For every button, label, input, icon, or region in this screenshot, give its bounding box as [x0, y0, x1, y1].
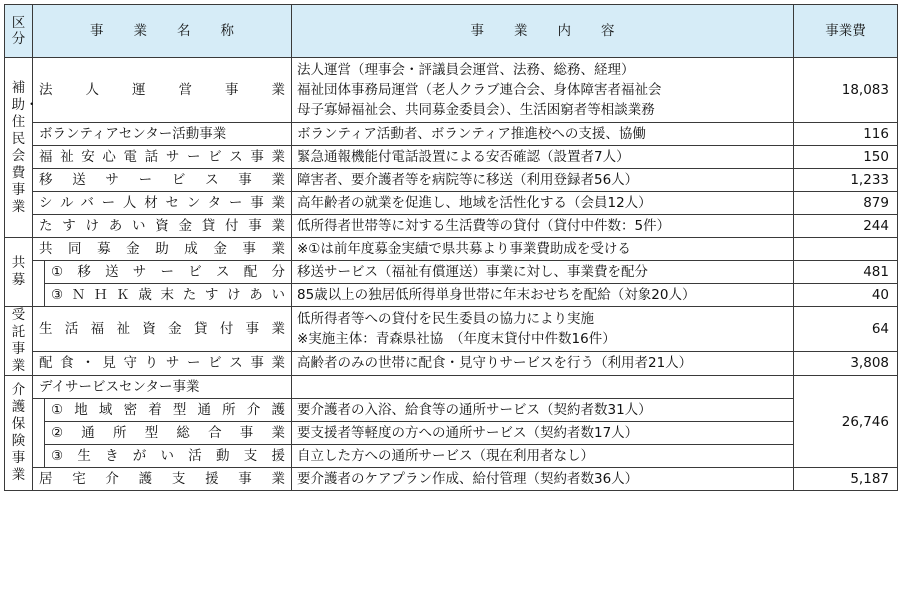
row-content: 要支援者等軽度の方への通所サービス（契約者数17人）	[292, 422, 794, 445]
header-content: 事業内容	[292, 5, 794, 58]
row-content: 低所得者等への貸付を民生委員の協力により実施 ※実施主体：青森県社協 （年度末貸付中件数16件）	[292, 307, 794, 352]
row-name: ③ＮＨＫ歳末たすけあい	[45, 284, 292, 307]
table-row	[5, 58, 898, 123]
row-cost: 879	[794, 192, 898, 215]
category-cell: 共募	[5, 238, 33, 307]
row-name: ②通所型総合事業	[45, 422, 292, 445]
row-name: 共同募金助成金事業	[33, 238, 292, 261]
row-name: ①地域密着型通所介護	[45, 399, 292, 422]
row-content: 高年齢者の就業を促進し、地域を活性化する（会員12人）	[292, 192, 794, 215]
row-cost: 5,187	[794, 468, 898, 491]
category-cell: 介護保険事業	[5, 376, 33, 491]
row-content	[292, 376, 794, 399]
row-name: シルバー人材センター事業	[33, 192, 292, 215]
business-table	[4, 4, 898, 491]
table-row	[5, 284, 898, 307]
header-row	[5, 5, 898, 58]
indent-spacer	[33, 399, 45, 468]
table-row	[5, 376, 898, 399]
row-cost: 116	[794, 123, 898, 146]
indent-spacer	[33, 261, 45, 307]
table-row	[5, 445, 898, 468]
row-name: デイサービスセンター事業	[33, 376, 292, 399]
table-row	[5, 351, 898, 375]
row-cost: 40	[794, 284, 898, 307]
row-content: 要介護者の入浴、給食等の通所サービス（契約者数31人）	[292, 399, 794, 422]
category-cell: 受託事業	[5, 307, 33, 376]
table-row	[5, 215, 898, 238]
row-cost: 244	[794, 215, 898, 238]
table-row	[5, 192, 898, 215]
row-cost: 3,808	[794, 351, 898, 375]
table-row	[5, 261, 898, 284]
row-content: 高齢者のみの世帯に配食・見守りサービスを行う（利用者21人）	[292, 351, 794, 375]
row-name: 生活福祉資金貸付事業	[33, 307, 292, 352]
row-name: 移送サービス事業	[33, 169, 292, 192]
row-cost: 1,233	[794, 169, 898, 192]
row-content: 障害者、要介護者等を病院等に移送（利用登録者56人）	[292, 169, 794, 192]
business-table-container	[4, 4, 898, 491]
table-row	[5, 399, 898, 422]
category-cell: 補助・住民会費事業	[5, 58, 33, 238]
row-content: ボランティア活動者、ボランティア推進校への支援、協働	[292, 123, 794, 146]
row-cost: 64	[794, 307, 898, 352]
row-name: ③生きがい活動支援	[45, 445, 292, 468]
row-name: ①移送サービス配分	[45, 261, 292, 284]
table-row	[5, 146, 898, 169]
header-name: 事業名称	[33, 5, 292, 58]
row-cost: 18,083	[794, 58, 898, 123]
row-content: ※①は前年度募金実績で県共募より事業費助成を受ける	[292, 238, 794, 261]
table-row	[5, 307, 898, 352]
row-cost: 481	[794, 261, 898, 284]
row-content: 自立した方への通所サービス（現在利用者なし）	[292, 445, 794, 468]
row-name: 福祉安心電話サービス事業	[33, 146, 292, 169]
table-row	[5, 422, 898, 445]
row-name: たすけあい資金貸付事業	[33, 215, 292, 238]
table-row	[5, 238, 898, 261]
row-content: 85歳以上の独居低所得単身世帯に年末おせちを配給（対象20人）	[292, 284, 794, 307]
table-row	[5, 468, 898, 491]
row-name: 配食・見守りサービス事業	[33, 351, 292, 375]
row-content: 移送サービス（福祉有償運送）事業に対し、事業費を配分	[292, 261, 794, 284]
row-name: ボランティアセンター活動事業	[33, 123, 292, 146]
row-cost	[794, 238, 898, 261]
row-content: 要介護者のケアプラン作成、給付管理（契約者数36人）	[292, 468, 794, 491]
row-cost-merged: 26,746	[794, 376, 898, 468]
row-name: 法人運営事業	[33, 58, 292, 123]
table-row	[5, 123, 898, 146]
row-name: 居宅介護支援事業	[33, 468, 292, 491]
header-category: 区分	[5, 5, 33, 58]
row-cost: 150	[794, 146, 898, 169]
row-content: 低所得者世帯等に対する生活費等の貸付（貸付中件数：5件）	[292, 215, 794, 238]
table-row	[5, 169, 898, 192]
row-content: 法人運営（理事会・評議員会運営、法務、総務、経理） 福祉団体事務局運営（老人クラブ連合会、身体障害者福祉会 母子寡婦福祉会、共同募金委員会）、生活困窮者等相談業務	[292, 58, 794, 123]
row-content: 緊急通報機能付電話設置による安否確認（設置者7人）	[292, 146, 794, 169]
header-cost: 事業費	[794, 5, 898, 58]
